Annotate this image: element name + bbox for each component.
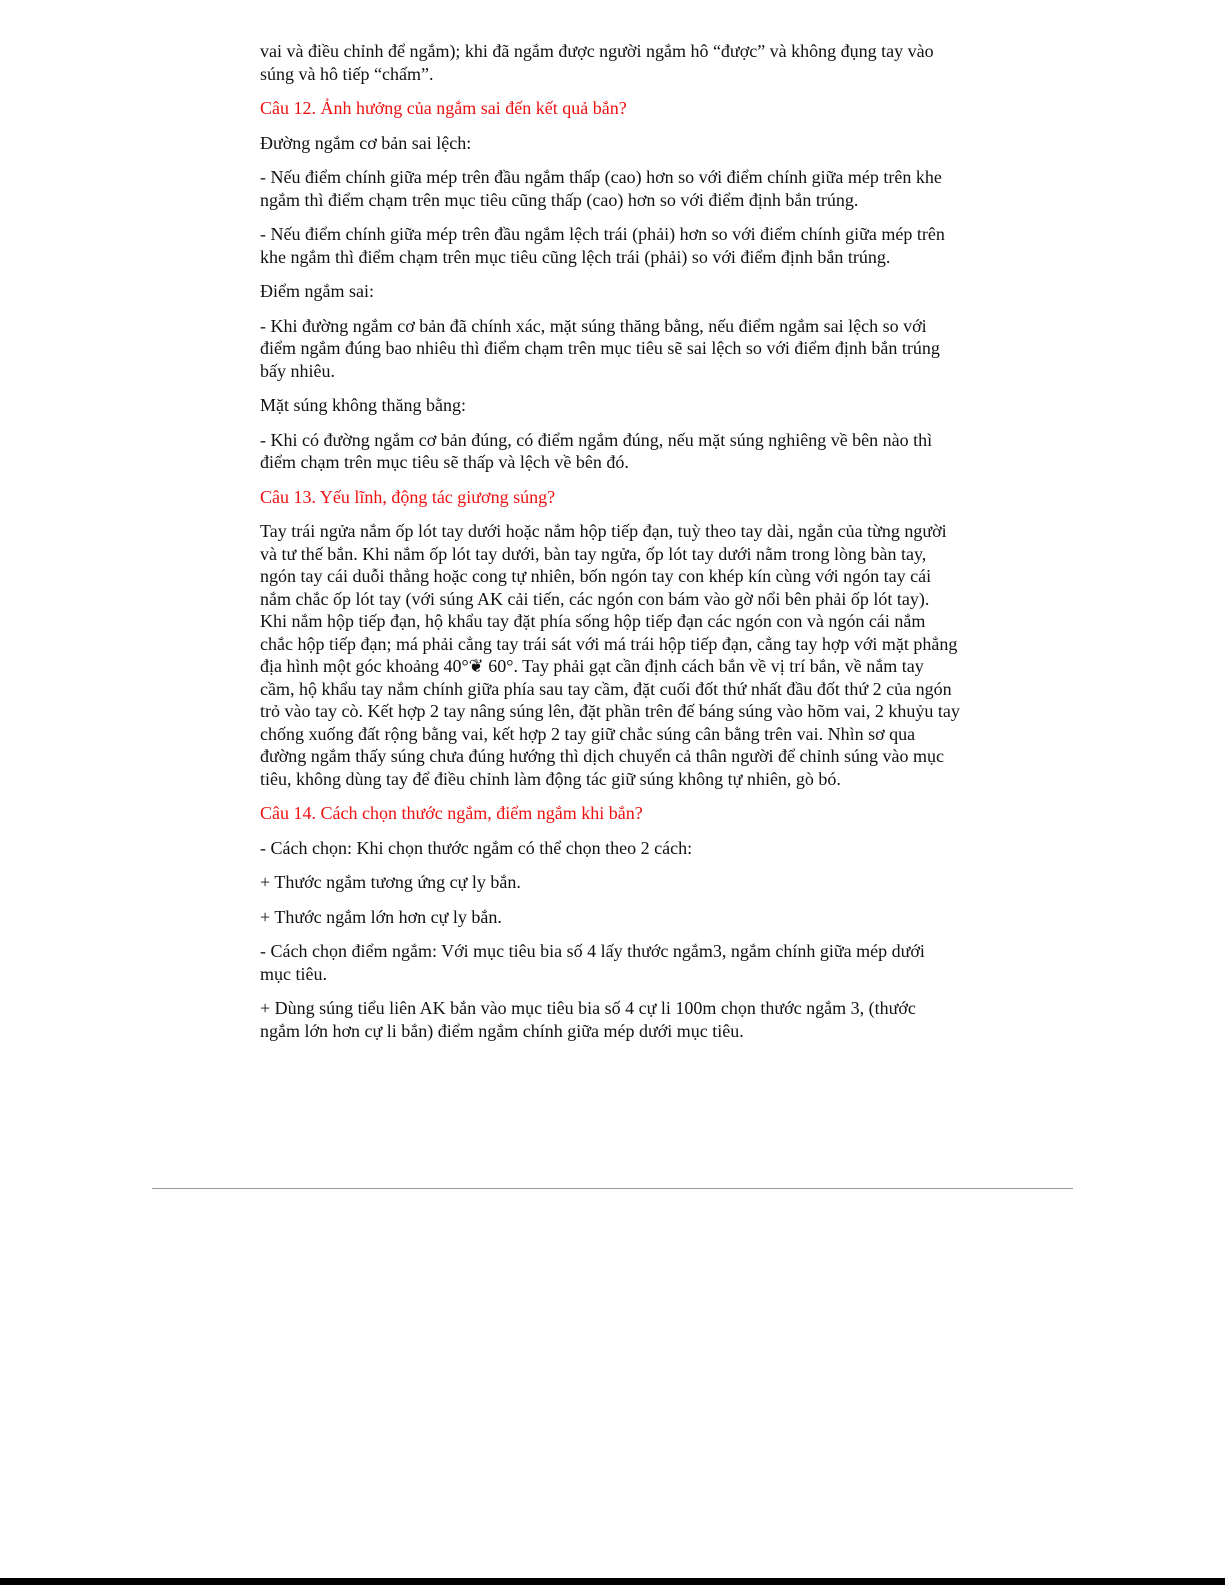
- q12-paragraph-3: - Khi đường ngắm cơ bản đã chính xác, mặt súng thăng bằng, nếu điểm ngắm sai lệch so với điểm ngắm đúng bao nhiêu thì điểm chạm trên mục tiêu sẽ sai lệch so với điểm định bắn trúng bấy nhiêu.: [260, 315, 940, 381]
- q14-paragraph-1: - Cách chọn: Khi chọn thước ngắm có thể chọn theo 2 cách:: [260, 837, 693, 858]
- q12-paragraph-2: - Nếu điểm chính giữa mép trên đầu ngắm lệch trái (phải) hơn so với điểm chính giữa mép trên khe ngắm thì điểm chạm trên mục tiêu cũng lệch trái (phải) so với điểm định bắn trúng.: [260, 224, 945, 267]
- question-12-title: Câu 12. Ảnh hưởng của ngắm sai đến kết quả bắn?: [260, 98, 627, 118]
- document-body: [260, 40, 960, 1054]
- bottom-edge-bar: [0, 1578, 1225, 1585]
- intro-paragraph: vai và điều chỉnh để ngắm); khi đã ngắm được người ngắm hô “được” và không đụng tay vào súng và hô tiếp “chấm”.: [260, 41, 934, 84]
- q12-subheading-cant: Mặt súng không thăng bằng:: [260, 395, 466, 415]
- q14-paragraph-4: - Cách chọn điểm ngắm: Với mục tiêu bia số 4 lấy thước ngắm3, ngắm chính giữa mép dưới mục tiêu.: [260, 941, 925, 984]
- q14-paragraph-3: + Thước ngắm lớn hơn cự ly bắn.: [260, 906, 502, 927]
- page-divider: [152, 1188, 1073, 1189]
- q12-subheading-aim-point: Điểm ngắm sai:: [260, 281, 374, 301]
- q14-paragraph-2: + Thước ngắm tương ứng cự ly bắn.: [260, 872, 521, 892]
- q14-paragraph-5: + Dùng súng tiểu liên AK bắn vào mục tiêu bia số 4 cự li 100m chọn thước ngắm 3, (thước ngắm lớn hơn cự li bắn) điểm ngắm chính giữa mép dưới mục tiêu.: [260, 998, 916, 1041]
- q12-subheading-sight-line: Đường ngắm cơ bản sai lệch:: [260, 132, 472, 153]
- q12-paragraph-1: - Nếu điểm chính giữa mép trên đầu ngắm thấp (cao) hơn so với điểm chính giữa mép trên khe ngắm thì điểm chạm trên mục tiêu cũng thấp (cao) hơn so với điểm định bắn trúng.: [260, 167, 942, 210]
- q12-paragraph-4: - Khi có đường ngắm cơ bản đúng, có điểm ngắm đúng, nếu mặt súng nghiêng về bên nào thì điểm chạm trên mục tiêu sẽ thấp và lệch về bên đó.: [260, 429, 933, 472]
- question-14-title: Câu 14. Cách chọn thước ngắm, điểm ngắm khi bắn?: [260, 803, 643, 823]
- q13-body: Tay trái ngửa nắm ốp lót tay dưới hoặc nắm hộp tiếp đạn, tuỳ theo tay dài, ngắn của từng người và tư thế bắn. Khi nắm ốp lót tay dưới, bàn tay ngửa, ốp lót tay dưới nằm trong lòng bàn tay, ngón tay cái duỗi thẳng hoặc cong tự nhiên, bốn ngón tay con khép kín cùng với ngón tay cái nắm chắc ốp lót tay (với súng AK cải tiến, các ngón con bám vào gờ nổi bên phải ốp lót tay). Khi nắm hộp tiếp đạn, hộ khẩu tay đặt phía sống hộp tiếp đạn các ngón con và ngón cái nắm chắc hộp tiếp đạn; má phải cẳng tay trái sát với má trái hộp tiếp đạn, cẳng tay hợp với mặt phẳng địa hình một góc khoảng 40°❦ 60°. Tay phải gạt cần định cách bắn về vị trí bắn, về nắm tay cầm, hộ khẩu tay nắm chính giữa phía sau tay cầm, đặt cuối đốt thứ nhất đầu đốt thứ 2 của ngón trỏ vào tay cò. Kết hợp 2 tay nâng súng lên, đặt phần trên đế báng súng vào hõm vai, 2 khuỷu tay chống xuống đất rộng bằng vai, kết hợp 2 tay giữ chắc súng cân bằng trên vai. Nhìn sơ qua đường ngắm thấy súng chưa đúng hướng thì dịch chuyển cả thân người để chỉnh súng vào mục tiêu, không dùng tay để điều chỉnh làm động tác giữ súng không tự nhiên, gò bó.: [260, 521, 960, 789]
- question-13-title: Câu 13. Yếu lĩnh, động tác giương súng?: [260, 486, 556, 507]
